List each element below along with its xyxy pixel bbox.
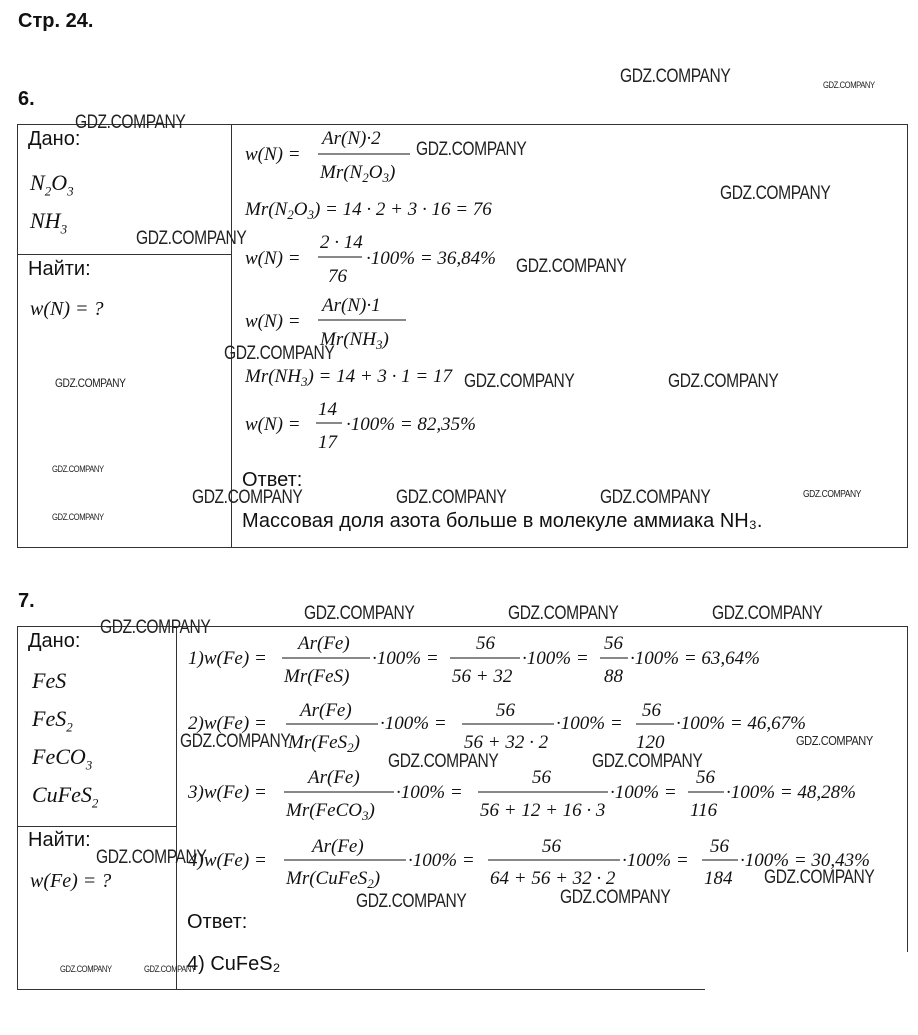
math-text: ·100% = 36,84% [366, 248, 496, 269]
math-text: Mr(FeS$_2$) [288, 732, 360, 755]
math-text: ·100% = [556, 713, 623, 734]
math-text: w(N) = [245, 248, 301, 269]
watermark: GDZ.COMPANY [144, 964, 196, 974]
problem-7-number: 7. [18, 590, 35, 612]
math-text: Ar(Fe) [300, 700, 352, 721]
watermark: GDZ.COMPANY [192, 487, 303, 508]
problem-7-right-border [907, 626, 908, 952]
watermark: GDZ.COMPANY [224, 343, 335, 364]
math-text: w(N) = [245, 414, 301, 435]
problem-6-math-svg [240, 124, 900, 454]
math-text: Mr(FeS) [284, 666, 350, 687]
watermark: GDZ.COMPANY [416, 139, 527, 160]
problem-7-divider [176, 626, 177, 990]
math-text: ·100% = [372, 648, 439, 669]
math-text: 17 [318, 432, 337, 453]
math-text: 4)w(Fe) = [188, 850, 267, 871]
math-text: 56 + 32 · 2 [464, 732, 549, 753]
problem-7-find-value: w(Fe) = ? [30, 870, 112, 892]
problem-7-math-svg [180, 626, 905, 896]
math-text: Ar(N)·2 [322, 128, 381, 149]
problem-6-given-item: $N_2O_3$ [30, 170, 74, 199]
math-text: ·100% = 82,35% [346, 414, 476, 435]
math-text: 14 [318, 399, 337, 420]
math-text: w(N) = [245, 144, 301, 165]
watermark: GDZ.COMPANY [668, 371, 779, 392]
math-text: 56 [532, 767, 551, 788]
math-text: 76 [328, 266, 347, 287]
watermark: GDZ.COMPANY [96, 847, 207, 868]
math-text: Mr(FeCO$_3$) [286, 800, 375, 823]
math-text: ·100% = [622, 850, 689, 871]
watermark: GDZ.COMPANY [60, 964, 112, 974]
math-text: $Mr(NH_3)$ [320, 329, 389, 352]
math-text: Ar(Fe) [308, 767, 360, 788]
math-text: 56 [642, 700, 661, 721]
math-text: ·100% = [408, 850, 475, 871]
watermark: GDZ.COMPANY [600, 487, 711, 508]
math-text: Ar(Fe) [312, 836, 364, 857]
watermark: GDZ.COMPANY [75, 112, 186, 133]
math-text: ·100% = 46,67% [676, 713, 806, 734]
problem-7-given-item: FeS$_2$ [32, 706, 73, 735]
math-text: 56 [696, 767, 715, 788]
problem-7-given-item: CuFeS$_2$ [32, 782, 99, 811]
problem-7-left-border [17, 626, 18, 990]
math-text: w(N) = [245, 311, 301, 332]
problem-7-given-item: FeS [32, 668, 67, 693]
problem-7-answer-text: 4) CuFeS₂ [187, 953, 281, 975]
problem-6-find-value: w(N) = ? [30, 298, 104, 320]
watermark: GDZ.COMPANY [55, 376, 126, 390]
watermark: GDZ.COMPANY [136, 228, 247, 249]
watermark: GDZ.COMPANY [52, 464, 104, 474]
math-text: 56 [604, 633, 623, 654]
problem-6-given-item: $NH_3$ [30, 208, 68, 237]
watermark: GDZ.COMPANY [803, 489, 861, 500]
watermark: GDZ.COMPANY [464, 371, 575, 392]
watermark: GDZ.COMPANY [180, 731, 291, 752]
watermark: GDZ.COMPANY [388, 751, 499, 772]
watermark: GDZ.COMPANY [516, 256, 627, 277]
watermark: GDZ.COMPANY [508, 603, 619, 624]
math-text: 64 + 56 + 32 · 2 [490, 868, 616, 889]
watermark: GDZ.COMPANY [764, 867, 875, 888]
math-text: ·100% = [610, 782, 677, 803]
math-text: 56 [542, 836, 561, 857]
problem-7-given-find-divider [17, 826, 176, 827]
math-text: ·100% = 63,64% [630, 648, 760, 669]
problem-7-given-item: FeCO$_3$ [32, 744, 93, 773]
problem-6-find-label: Найти: [28, 258, 91, 280]
problem-6-answer-label: Ответ: [242, 469, 303, 491]
math-text: ·100% = [380, 713, 447, 734]
math-text: 184 [704, 868, 733, 889]
math-text: ·100% = [396, 782, 463, 803]
problem-7-bottom-border [17, 989, 705, 990]
math-text: ·100% = 30,43% [740, 850, 870, 871]
watermark: GDZ.COMPANY [560, 887, 671, 908]
math-text: 3)w(Fe) = [188, 782, 267, 803]
math-text: ·100% = [522, 648, 589, 669]
problem-6-given-find-divider [17, 254, 231, 255]
math-text: 116 [690, 800, 718, 821]
watermark: GDZ.COMPANY [52, 512, 104, 522]
watermark: GDZ.COMPANY [620, 66, 731, 87]
problem-6-divider [231, 124, 232, 548]
math-text: ·100% = 48,28% [726, 782, 856, 803]
watermark: GDZ.COMPANY [592, 751, 703, 772]
watermark: GDZ.COMPANY [720, 183, 831, 204]
math-text: $Mr(N_2O_3) = 14 \cdot 2 + 3 \cdot 16 = 76$ [245, 199, 492, 222]
math-text: 1)w(Fe) = [188, 648, 267, 669]
math-text: 56 [710, 836, 729, 857]
math-text: Mr(CuFeS$_2$) [286, 868, 381, 891]
math-text: 56 + 32 [452, 666, 513, 687]
math-text: $Mr(N_2O_3)$ [320, 162, 396, 185]
math-text: 56 [476, 633, 495, 654]
watermark: GDZ.COMPANY [796, 733, 873, 748]
page-title: Стр. 24. [18, 10, 94, 32]
math-text: 56 [496, 700, 515, 721]
math-text: Ar(Fe) [298, 633, 350, 654]
problem-7-find-label: Найти: [28, 829, 91, 851]
problem-7-given-label: Дано: [28, 630, 81, 652]
math-text: $Mr(NH_3) = 14 + 3 \cdot 1 = 17$ [245, 366, 452, 389]
watermark: GDZ.COMPANY [396, 487, 507, 508]
watermark: GDZ.COMPANY [823, 80, 875, 90]
watermark: GDZ.COMPANY [712, 603, 823, 624]
problem-7-answer-label: Ответ: [187, 911, 248, 933]
math-text: 2 · 14 [320, 232, 363, 253]
math-text: 120 [636, 732, 665, 753]
problem-6-given-label: Дано: [28, 128, 81, 150]
problem-6-number: 6. [18, 88, 35, 110]
problem-6-answer-text: Массовая доля азота больше в молекуле аммиака NH₃. [242, 510, 763, 532]
watermark: GDZ.COMPANY [304, 603, 415, 624]
math-text: 88 [604, 666, 623, 687]
watermark: GDZ.COMPANY [356, 891, 467, 912]
math-text: 2)w(Fe) = [188, 713, 267, 734]
watermark: GDZ.COMPANY [100, 617, 211, 638]
math-text: 56 + 12 + 16 · 3 [480, 800, 606, 821]
math-text: Ar(N)·1 [322, 295, 381, 316]
